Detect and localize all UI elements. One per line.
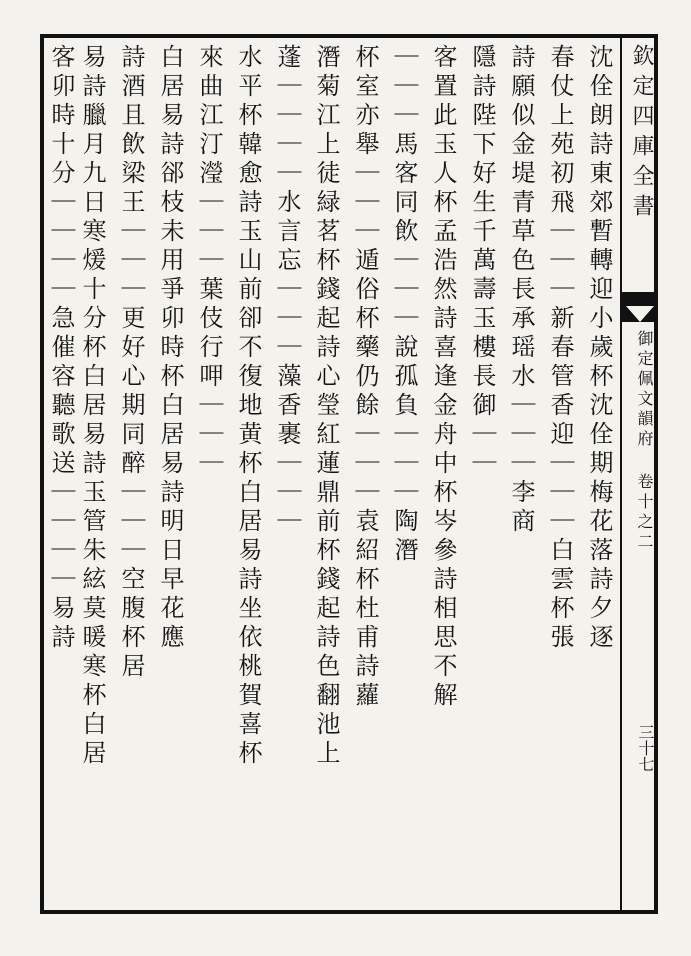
text-column-4: 隱詩陛下好生千萬壽玉樓長御｜｜ — [468, 44, 496, 479]
text-column-9: 蓬｜｜｜｜水言忘｜｜｜藻香裹｜｜｜ — [273, 44, 301, 537]
text-column-13: 詩酒且飲梁王｜｜｜更好心期同醉｜｜｜空腹杯居 — [117, 44, 145, 682]
text-column-1: 沈佺朗詩東郊暫轉迎小歲杯沈佺期梅花落詩夕逐 — [585, 44, 613, 653]
margin-divider — [620, 34, 622, 914]
page-number: 三十七 — [636, 724, 655, 772]
book-name: 御定佩文韻府 — [635, 330, 654, 450]
text-column-8: 潛菊江上徒緑茗杯錢起詩心瑩紅蓮鼎前杯錢起詩色翻池上 — [312, 44, 340, 769]
juan-label: 卷十之二 — [635, 473, 654, 553]
text-column-15: 客卯時十分｜｜｜｜急催容聽歌送｜｜｜｜易詩 — [47, 44, 75, 653]
text-column-14: 易詩臘月九日寒煖十分杯白居易詩玉管朱絃莫暖寒杯白居 — [78, 44, 106, 769]
text-column-2: 春仗上苑初飛｜｜｜新春管香迎｜｜｜白雲杯張 — [546, 44, 574, 653]
running-title: 欽定四庫全書 — [629, 44, 654, 224]
text-column-6: ｜｜｜馬客同飲｜｜｜說孤負｜｜｜陶潛 — [390, 44, 418, 566]
text-column-7: 杯室亦舉｜｜｜遁俗杯藥仍餘｜｜｜袁紹杯杜甫詩蘿 — [351, 44, 379, 711]
text-column-12: 白居易詩郤枝未用爭卯時杯白居易詩明日早花應 — [156, 44, 184, 653]
text-column-3: 詩願似金堤青草色長承瑶水｜｜｜李商 — [507, 44, 535, 537]
text-column-11: 來曲江汀瀅｜｜｜葉伎行呷｜｜｜ — [195, 44, 223, 479]
text-column-10: 水平杯韓愈詩玉山前卻不復地黄杯白居易詩坐依桃賀喜杯 — [234, 44, 262, 769]
text-column-5: 客置此玉人杯孟浩然詩喜逢金舟中杯岑參詩相思不解 — [429, 44, 457, 711]
book-title — [628, 330, 658, 553]
fishtail-mark-icon — [622, 292, 658, 322]
